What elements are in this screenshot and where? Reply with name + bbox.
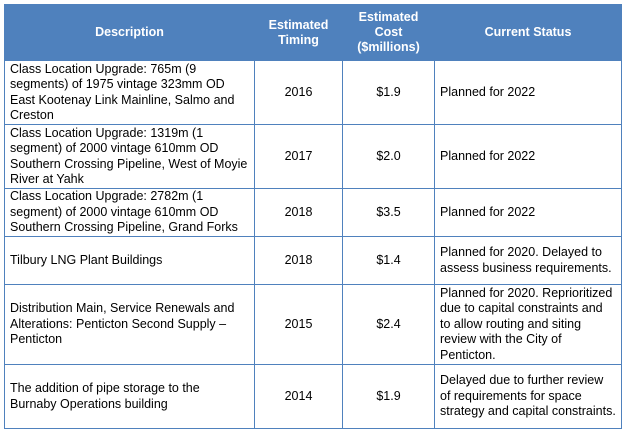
- table-header-row: [5, 5, 622, 61]
- cell-status: Delayed due to further review of requirements for space strategy and capital constraints.: [435, 365, 622, 429]
- header-estimated-timing: [255, 5, 343, 61]
- header-timing-line-1: Estimated: [268, 17, 329, 32]
- cell-timing: 2018: [255, 237, 343, 285]
- capital-projects-table-container: [4, 4, 622, 429]
- cell-timing: 2016: [255, 61, 343, 125]
- cell-status: Planned for 2022: [435, 125, 622, 189]
- cell-cost: $1.9: [343, 365, 435, 429]
- table-row: [5, 125, 622, 189]
- cell-status: Planned for 2022: [435, 189, 622, 237]
- cell-cost: $2.4: [343, 285, 435, 365]
- cell-cost: $2.0: [343, 125, 435, 189]
- capital-projects-table: [4, 4, 622, 429]
- header-timing-line-2: Timing: [278, 32, 319, 47]
- header-cost-line-1: Estimated: [358, 10, 419, 24]
- header-estimated-cost: [343, 5, 435, 61]
- header-cost-line-3: ($millions): [357, 40, 420, 54]
- cell-timing: 2018: [255, 189, 343, 237]
- header-current-status: Current Status: [435, 5, 622, 61]
- cell-description: Class Location Upgrade: 765m (9 segments) of 1975 vintage 323mm OD East Kootenay Link Mainline, Salmo and Creston: [5, 61, 255, 125]
- cell-description: The addition of pipe storage to the Burnaby Operations building: [5, 365, 255, 429]
- cell-description: Class Location Upgrade: 1319m (1 segment) of 2000 vintage 610mm OD Southern Crossing Pipeline, West of Moyie River at Yahk: [5, 125, 255, 189]
- cell-status: Planned for 2020. Delayed to assess business requirements.: [435, 237, 622, 285]
- table-row: [5, 365, 622, 429]
- cell-cost: $1.9: [343, 61, 435, 125]
- cell-description: Distribution Main, Service Renewals and Alterations: Penticton Second Supply – Penticton: [5, 285, 255, 365]
- cell-description: Tilbury LNG Plant Buildings: [5, 237, 255, 285]
- header-description: Description: [5, 5, 255, 61]
- cell-status: Planned for 2022: [435, 61, 622, 125]
- cell-status: Planned for 2020. Reprioritized due to capital constraints and to allow routing and siting review with the City of Penticton.: [435, 285, 622, 365]
- table-row: [5, 285, 622, 365]
- table-row: [5, 189, 622, 237]
- cell-timing: 2014: [255, 365, 343, 429]
- cell-description: Class Location Upgrade: 2782m (1 segment) of 2000 vintage 610mm OD Southern Crossing Pipeline, Grand Forks: [5, 189, 255, 237]
- cell-timing: 2017: [255, 125, 343, 189]
- cell-cost: $1.4: [343, 237, 435, 285]
- table-row: [5, 237, 622, 285]
- cell-cost: $3.5: [343, 189, 435, 237]
- header-cost-line-2: Cost: [374, 25, 403, 39]
- cell-timing: 2015: [255, 285, 343, 365]
- table-row: [5, 61, 622, 125]
